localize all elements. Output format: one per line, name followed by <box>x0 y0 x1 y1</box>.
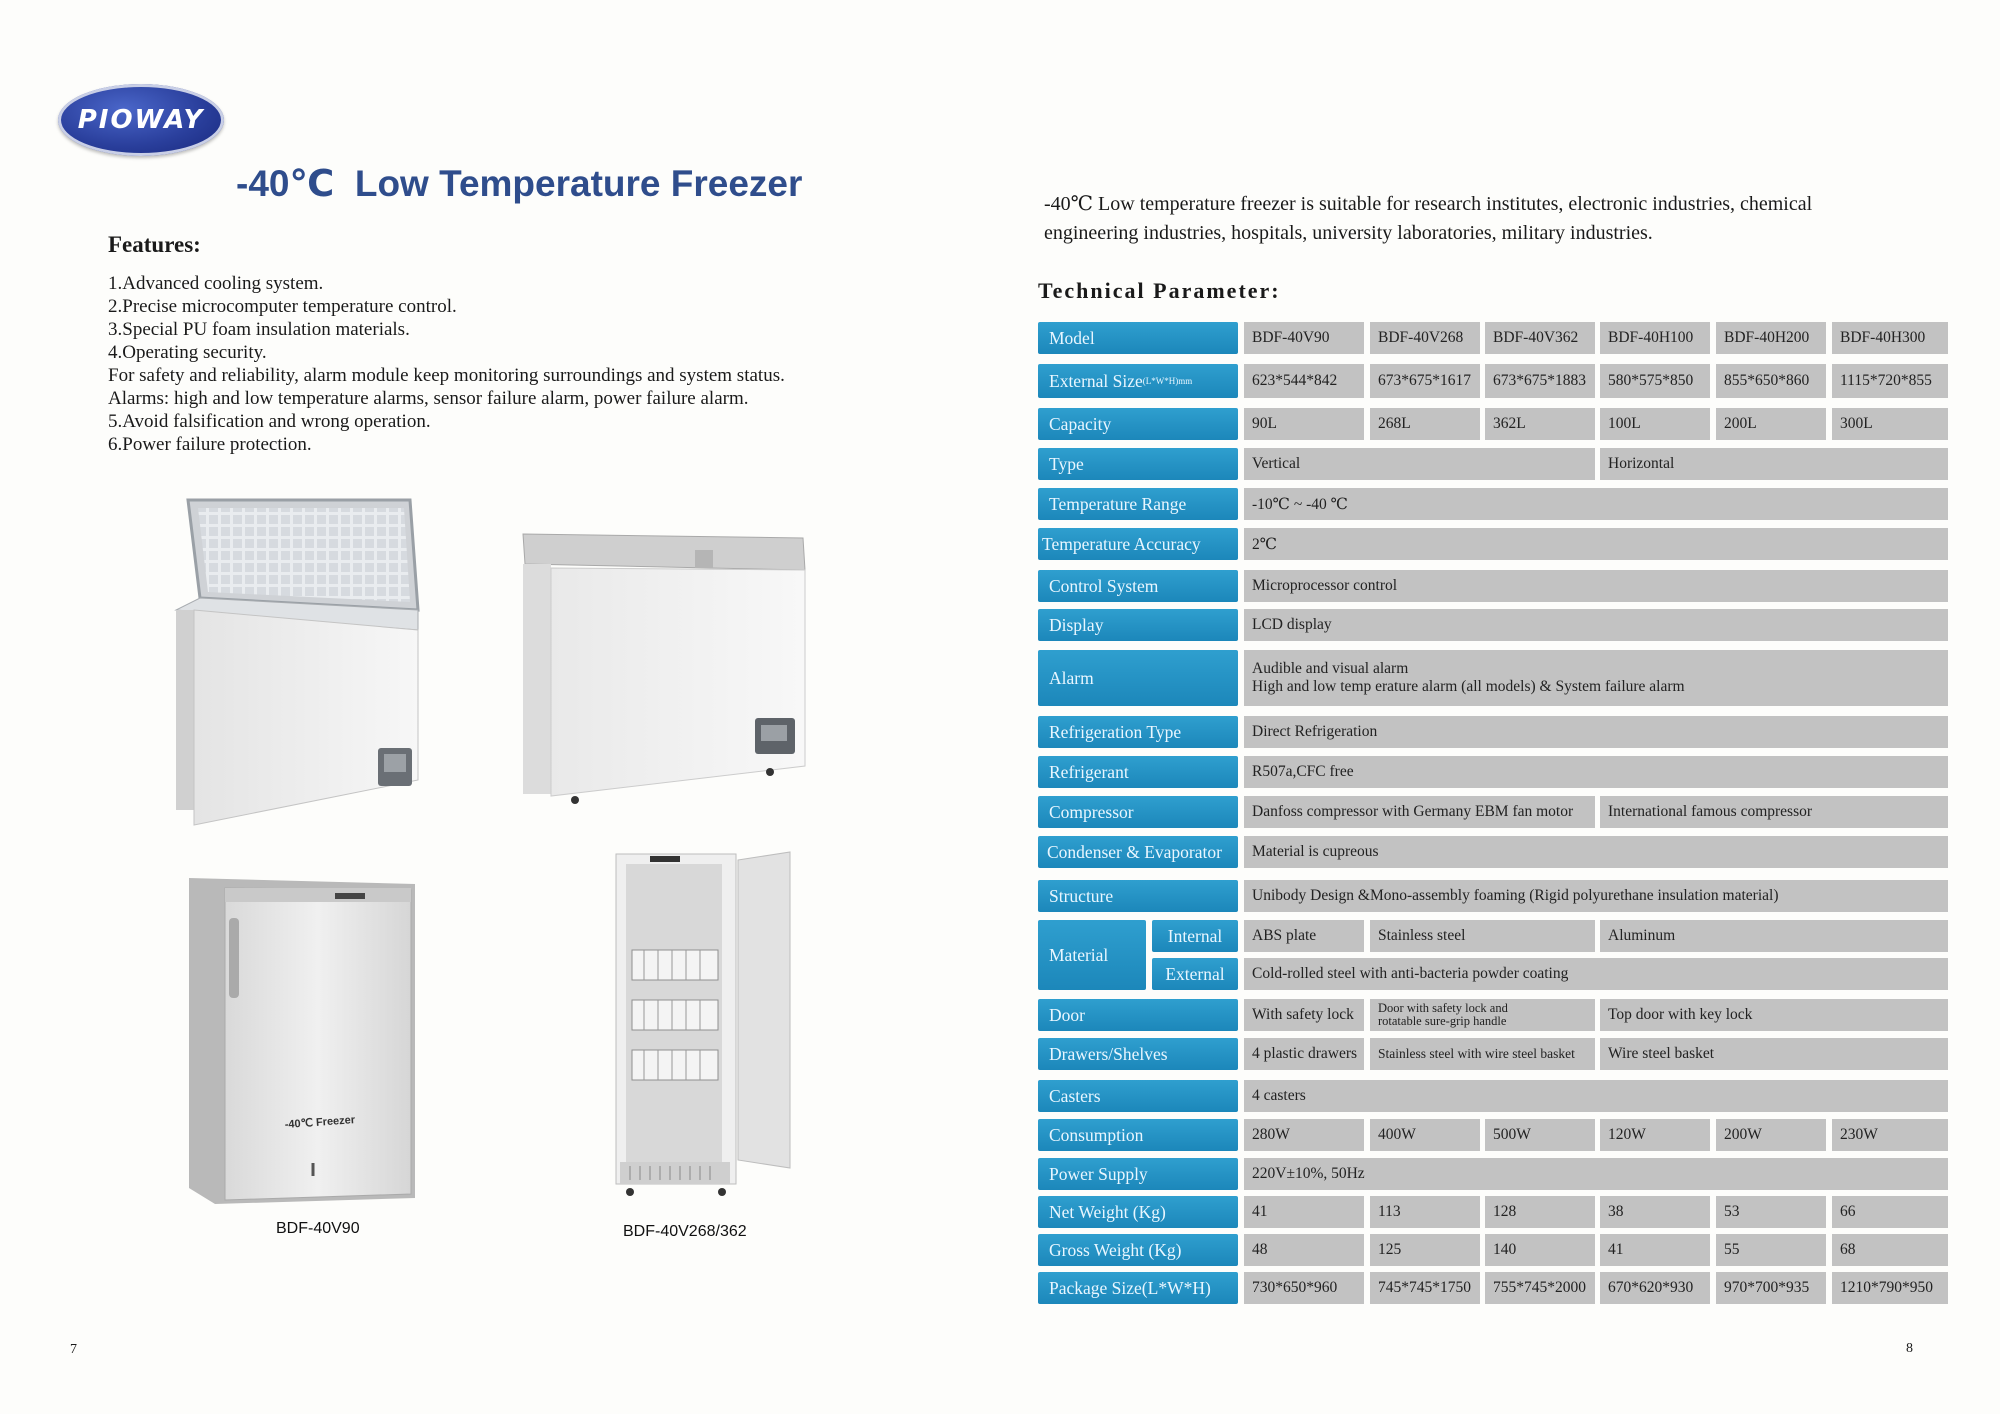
label-temperature-range: Temperature Range <box>1038 488 1238 520</box>
material-internal-cell: ABS plate <box>1244 920 1364 952</box>
external-size-cell: 855*650*860 <box>1716 364 1826 398</box>
label-drawers-shelves: Drawers/Shelves <box>1038 1038 1238 1070</box>
feature-item: 3.Special PU foam insulation materials. <box>108 319 410 340</box>
feature-item: 4.Operating security. <box>108 342 267 363</box>
net-weight-cell: 41 <box>1244 1196 1364 1228</box>
temperature-accuracy-cell: 2℃ <box>1244 528 1948 560</box>
label-refrigeration-type: Refrigeration Type <box>1038 716 1238 748</box>
label-external-size-unit: (L*W*H)mm <box>1142 376 1193 386</box>
drawers-cell: Wire steel basket <box>1600 1038 1948 1070</box>
compressor-cell-vertical: Danfoss compressor with Germany EBM fan motor <box>1244 796 1595 828</box>
label-net-weight: Net Weight (Kg) <box>1038 1196 1238 1228</box>
label-temperature-accuracy: Temperature Accuracy <box>1038 528 1238 560</box>
capacity-cell: 100L <box>1600 408 1710 440</box>
door-cell-line-2: rotatable sure-grip handle <box>1378 1014 1507 1028</box>
model-cell: BDF-40V90 <box>1244 322 1364 354</box>
model-cell: BDF-40V268 <box>1370 322 1480 354</box>
door-cell: With safety lock <box>1244 999 1364 1031</box>
structure-cell: Unibody Design &Mono-assembly foaming (Rigid polyurethane insulation material) <box>1244 880 1948 912</box>
feature-item: 1.Advanced cooling system. <box>108 273 324 294</box>
label-package-size: Package Size(L*W*H) <box>1038 1272 1238 1304</box>
label-condenser-evaporator: Condenser & Evaporator <box>1038 836 1238 868</box>
model-cell: BDF-40H300 <box>1832 322 1948 354</box>
model-cell: BDF-40H200 <box>1716 322 1826 354</box>
gross-weight-cell: 68 <box>1832 1234 1948 1266</box>
label-door: Door <box>1038 999 1238 1031</box>
gross-weight-cell: 48 <box>1244 1234 1364 1266</box>
label-alarm: Alarm <box>1038 650 1238 706</box>
package-size-cell: 745*745*1750 <box>1370 1272 1480 1304</box>
label-casters: Casters <box>1038 1080 1238 1112</box>
capacity-cell: 268L <box>1370 408 1480 440</box>
gross-weight-cell: 41 <box>1600 1234 1710 1266</box>
label-power-supply: Power Supply <box>1038 1158 1238 1190</box>
capacity-cell: 362L <box>1485 408 1595 440</box>
label-structure: Structure <box>1038 880 1238 912</box>
material-internal-cell: Aluminum <box>1600 920 1948 952</box>
features-list <box>108 272 868 456</box>
label-external-size <box>1038 364 1238 398</box>
consumption-cell: 120W <box>1600 1119 1710 1151</box>
alarm-line-2: High and low temp erature alarm (all models) & System failure alarm <box>1252 678 1685 695</box>
freezer-label-text: -40℃ Freezer <box>284 1114 356 1131</box>
consumption-cell: 500W <box>1485 1119 1595 1151</box>
drawers-cell: 4 plastic drawers <box>1244 1038 1364 1070</box>
alarm-line-1: Audible and visual alarm <box>1252 660 1409 677</box>
external-size-cell: 673*675*1617 <box>1370 364 1480 398</box>
gross-weight-cell: 140 <box>1485 1234 1595 1266</box>
label-refrigerant: Refrigerant <box>1038 756 1238 788</box>
chest-freezer-open-image <box>160 490 440 830</box>
capacity-cell: 90L <box>1244 408 1364 440</box>
label-type: Type <box>1038 448 1238 480</box>
intro-line-1: -40℃ Low temperature freezer is suitable for research institutes, electronic industries, chemical <box>1044 193 1813 215</box>
caption-bdf-40v90: BDF-40V90 <box>276 1220 360 1237</box>
label-material-internal: Internal <box>1152 920 1238 952</box>
upright-freezer-open-image <box>610 850 795 1210</box>
package-size-cell: 1210*790*950 <box>1832 1272 1948 1304</box>
gross-weight-cell: 55 <box>1716 1234 1826 1266</box>
feature-item: Alarms: high and low temperature alarms, sensor failure alarm, power failure alarm. <box>108 388 749 409</box>
door-cell-line-1: Door with safety lock and <box>1378 1001 1508 1015</box>
page-number-left: 7 <box>70 1342 77 1357</box>
package-size-cell: 755*745*2000 <box>1485 1272 1595 1304</box>
door-cell: Top door with key lock <box>1600 999 1948 1031</box>
consumption-cell: 230W <box>1832 1119 1948 1151</box>
label-consumption: Consumption <box>1038 1119 1238 1151</box>
condenser-cell: Material is cupreous <box>1244 836 1948 868</box>
package-size-cell: 730*650*960 <box>1244 1272 1364 1304</box>
material-external-cell: Cold-rolled steel with anti-bacteria powder coating <box>1244 958 1948 990</box>
net-weight-cell: 53 <box>1716 1196 1826 1228</box>
feature-item: For safety and reliability, alarm module keep monitoring surroundings and system status. <box>108 365 785 386</box>
label-material-external: External <box>1152 958 1238 990</box>
page-number-right: 8 <box>1906 1341 1913 1356</box>
label-material: Material <box>1038 920 1146 990</box>
model-cell: BDF-40H100 <box>1600 322 1710 354</box>
features-heading: Features: <box>108 232 201 257</box>
consumption-cell: 280W <box>1244 1119 1364 1151</box>
label-compressor: Compressor <box>1038 796 1238 828</box>
label-display: Display <box>1038 609 1238 641</box>
power-supply-cell: 220V±10%, 50Hz <box>1244 1158 1948 1190</box>
temperature-range-cell: -10℃ ~ -40 ℃ <box>1244 488 1948 520</box>
consumption-cell: 400W <box>1370 1119 1480 1151</box>
label-gross-weight: Gross Weight (Kg) <box>1038 1234 1238 1266</box>
alarm-cell <box>1244 650 1948 706</box>
net-weight-cell: 66 <box>1832 1196 1948 1228</box>
drawers-cell: Stainless steel with wire steel basket <box>1370 1038 1595 1070</box>
pioway-logo <box>58 84 224 156</box>
net-weight-cell: 38 <box>1600 1196 1710 1228</box>
consumption-cell: 200W <box>1716 1119 1826 1151</box>
material-internal-cell: Stainless steel <box>1370 920 1595 952</box>
caption-bdf-40v268-362: BDF-40V268/362 <box>623 1223 747 1240</box>
refrigerant-cell: R507a,CFC free <box>1244 756 1948 788</box>
logo-text: PIOWAY <box>77 105 205 135</box>
upright-freezer-image <box>185 878 415 1208</box>
compressor-cell-horizontal: International famous compressor <box>1600 796 1948 828</box>
feature-item: 6.Power failure protection. <box>108 434 312 455</box>
control-system-cell: Microprocessor control <box>1244 570 1948 602</box>
page-title: -40℃ Low Temperature Freezer <box>236 163 803 204</box>
type-horizontal-cell: Horizontal <box>1600 448 1948 480</box>
external-size-cell: 580*575*850 <box>1600 364 1710 398</box>
casters-cell: 4 casters <box>1244 1080 1948 1112</box>
label-model: Model <box>1038 322 1238 354</box>
display-cell: LCD display <box>1244 609 1948 641</box>
external-size-cell: 673*675*1883 <box>1485 364 1595 398</box>
intro-paragraph <box>1044 190 1944 248</box>
external-size-cell: 1115*720*855 <box>1832 364 1948 398</box>
intro-line-2: engineering industries, hospitals, university laboratories, military industries. <box>1044 222 1653 244</box>
refrigeration-type-cell: Direct Refrigeration <box>1244 716 1948 748</box>
feature-item: 5.Avoid falsification and wrong operation. <box>108 411 431 432</box>
capacity-cell: 300L <box>1832 408 1948 440</box>
label-control-system: Control System <box>1038 570 1238 602</box>
net-weight-cell: 113 <box>1370 1196 1480 1228</box>
type-vertical-cell: Vertical <box>1244 448 1595 480</box>
chest-freezer-closed-image <box>515 530 815 810</box>
capacity-cell: 200L <box>1716 408 1826 440</box>
package-size-cell: 670*620*930 <box>1600 1272 1710 1304</box>
technical-parameter-heading: Technical Parameter: <box>1038 278 1281 303</box>
model-cell: BDF-40V362 <box>1485 322 1595 354</box>
door-cell <box>1370 999 1595 1031</box>
feature-item: 2.Precise microcomputer temperature control. <box>108 296 457 317</box>
label-capacity: Capacity <box>1038 408 1238 440</box>
label-external-size-text: External Size <box>1049 370 1143 391</box>
external-size-cell: 623*544*842 <box>1244 364 1364 398</box>
gross-weight-cell: 125 <box>1370 1234 1480 1266</box>
package-size-cell: 970*700*935 <box>1716 1272 1826 1304</box>
net-weight-cell: 128 <box>1485 1196 1595 1228</box>
